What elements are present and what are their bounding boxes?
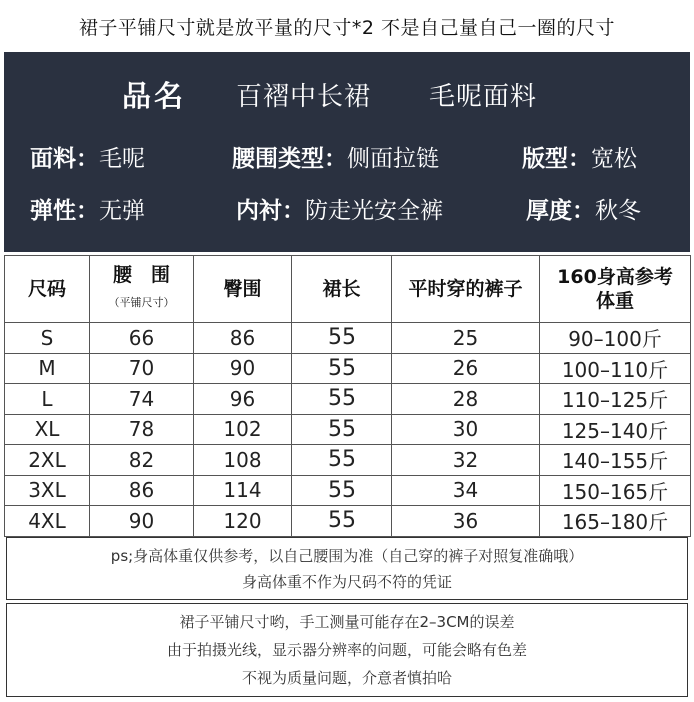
table-row bbox=[5, 384, 691, 415]
attr-lining bbox=[236, 192, 443, 225]
header-weight: 160身高参考 体重 bbox=[540, 256, 691, 323]
table-row bbox=[5, 414, 691, 445]
table-header-row bbox=[5, 256, 691, 323]
cell-length: 55 bbox=[292, 475, 392, 506]
attr-fabric-label: 面料： bbox=[30, 146, 99, 172]
table-row bbox=[5, 475, 691, 506]
cell-hip: 120 bbox=[194, 506, 292, 537]
reference-note-line-1: ps;身高体重仅供参考，以自己腰围为准（自己穿的裤子对照复准确哦） bbox=[110, 546, 584, 565]
cell-hip: 114 bbox=[194, 475, 292, 506]
cell-length: 55 bbox=[292, 323, 392, 354]
header-waist: 腰 围 （平铺尺寸） bbox=[90, 256, 194, 323]
cell-weight: 125–140斤 bbox=[540, 414, 691, 445]
reference-note-line-2: 身高体重不作为尺码不符的凭证 bbox=[241, 572, 452, 591]
attr-fabric bbox=[30, 140, 145, 173]
reference-note bbox=[6, 537, 688, 600]
cell-hip: 102 bbox=[194, 414, 292, 445]
cell-waist: 78 bbox=[90, 414, 194, 445]
cell-length: 55 bbox=[292, 353, 392, 384]
cell-weight: 110–125斤 bbox=[540, 384, 691, 415]
attr-fit-value: 宽松 bbox=[591, 146, 637, 172]
cell-pants: 25 bbox=[392, 323, 540, 354]
disclaimer-line-3: 不视为质量问题，介意者慎拍哈 bbox=[241, 669, 452, 687]
cell-size: M bbox=[5, 353, 90, 384]
cell-length: 55 bbox=[292, 414, 392, 445]
cell-waist: 66 bbox=[90, 323, 194, 354]
attr-fit bbox=[522, 140, 637, 173]
product-line bbox=[4, 72, 690, 116]
cell-length: 55 bbox=[292, 445, 392, 476]
attr-lining-label: 内衬： bbox=[236, 198, 305, 224]
cell-length: 55 bbox=[292, 506, 392, 537]
cell-size: XL bbox=[5, 414, 90, 445]
table-row bbox=[5, 506, 691, 537]
cell-hip: 96 bbox=[194, 384, 292, 415]
attr-elasticity bbox=[30, 192, 145, 225]
attr-waist-type-label: 腰围类型： bbox=[232, 146, 347, 172]
product-name-label: 品名 bbox=[122, 78, 187, 113]
attr-fit-label: 版型： bbox=[522, 146, 591, 172]
attr-thickness-label: 厚度： bbox=[526, 198, 595, 224]
cell-pants: 28 bbox=[392, 384, 540, 415]
cell-weight: 140–155斤 bbox=[540, 445, 691, 476]
attr-elasticity-value: 无弹 bbox=[99, 198, 145, 224]
cell-waist: 90 bbox=[90, 506, 194, 537]
attr-fabric-value: 毛呢 bbox=[99, 146, 145, 172]
cell-waist: 86 bbox=[90, 475, 194, 506]
cell-length: 55 bbox=[292, 384, 392, 415]
cell-size: L bbox=[5, 384, 90, 415]
cell-pants: 32 bbox=[392, 445, 540, 476]
cell-hip: 108 bbox=[194, 445, 292, 476]
attr-lining-value: 防走光安全裤 bbox=[305, 198, 443, 224]
cell-pants: 30 bbox=[392, 414, 540, 445]
cell-weight: 165–180斤 bbox=[540, 506, 691, 537]
attr-thickness bbox=[526, 192, 641, 225]
cell-waist: 74 bbox=[90, 384, 194, 415]
header-hip: 臀围 bbox=[194, 256, 292, 323]
header-waist-note: （平铺尺寸） bbox=[108, 296, 175, 309]
disclaimer-line-1: 裙子平铺尺寸哟，手工测量可能存在2–3CM的误差 bbox=[179, 613, 515, 631]
size-table bbox=[4, 255, 691, 537]
header-pants: 平时穿的裤子 bbox=[392, 256, 540, 323]
table-row bbox=[5, 323, 691, 354]
cell-weight: 100–110斤 bbox=[540, 353, 691, 384]
product-info-panel bbox=[4, 52, 690, 252]
cell-size: S bbox=[5, 323, 90, 354]
measurement-disclaimer bbox=[6, 603, 688, 697]
cell-weight: 150–165斤 bbox=[540, 475, 691, 506]
cell-waist: 70 bbox=[90, 353, 194, 384]
table-row bbox=[5, 353, 691, 384]
cell-weight: 90–100斤 bbox=[540, 323, 691, 354]
attr-thickness-value: 秋冬 bbox=[595, 198, 641, 224]
cell-hip: 90 bbox=[194, 353, 292, 384]
cell-size: 4XL bbox=[5, 506, 90, 537]
top-notice: 裙子平铺尺寸就是放平量的尺寸*2 不是自己量自己一圈的尺寸 bbox=[0, 0, 694, 52]
attr-waist-type bbox=[232, 140, 439, 173]
attr-elasticity-label: 弹性： bbox=[30, 198, 99, 224]
header-size: 尺码 bbox=[5, 256, 90, 323]
product-name: 百褶中长裙 bbox=[236, 81, 372, 112]
cell-pants: 36 bbox=[392, 506, 540, 537]
disclaimer-line-2: 由于拍摄光线，显示器分辨率的问题，可能会略有色差 bbox=[166, 641, 527, 659]
cell-size: 3XL bbox=[5, 475, 90, 506]
cell-pants: 26 bbox=[392, 353, 540, 384]
cell-waist: 82 bbox=[90, 445, 194, 476]
cell-size: 2XL bbox=[5, 445, 90, 476]
cell-pants: 34 bbox=[392, 475, 540, 506]
table-row bbox=[5, 445, 691, 476]
cell-hip: 86 bbox=[194, 323, 292, 354]
attr-waist-type-value: 侧面拉链 bbox=[347, 146, 439, 172]
product-material: 毛呢面料 bbox=[429, 81, 538, 112]
header-length: 裙长 bbox=[292, 256, 392, 323]
